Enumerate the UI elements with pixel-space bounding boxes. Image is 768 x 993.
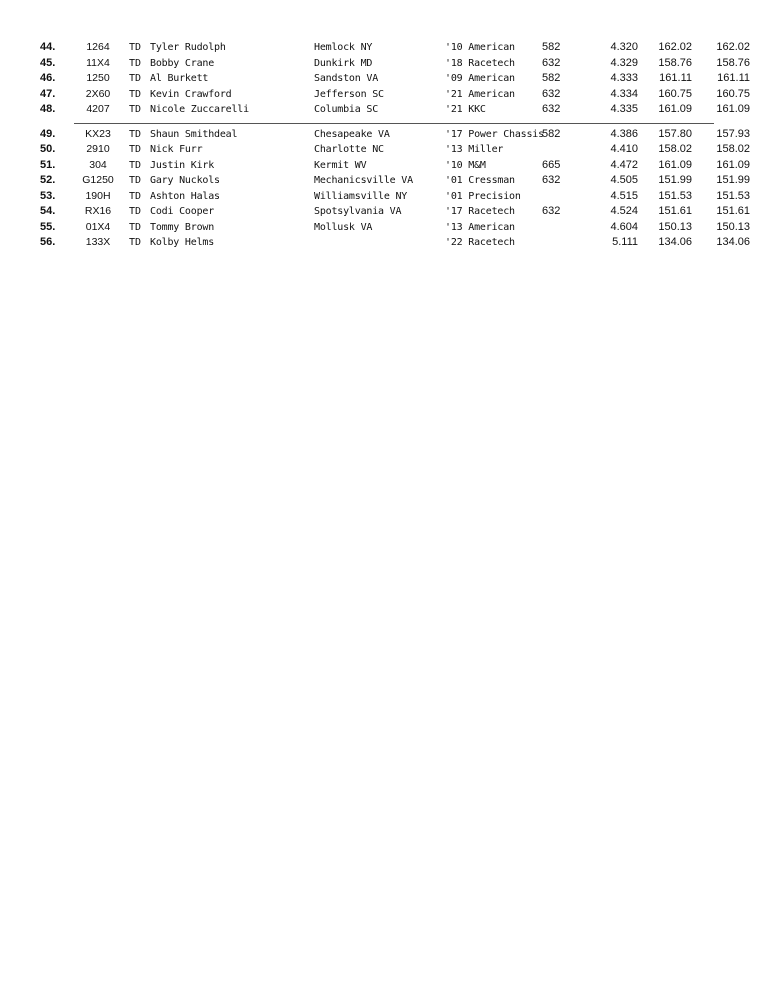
driver-name: Bobby Crane [150,57,215,69]
position: 52. [40,174,56,186]
best-speed-mph: 150.13 [716,220,750,233]
car-number: 304 [89,158,107,171]
car-number: 2910 [86,143,110,155]
elapsed-time: 4.515 [610,189,638,202]
speed-mph: 157.80 [658,127,692,140]
best-speed-mph: 161.09 [716,158,750,171]
speed-mph: 161.11 [659,72,692,84]
speed-mph: 158.76 [658,56,692,69]
result-row [40,204,768,220]
class-code: TD [129,221,142,233]
result-row [40,127,768,143]
position: 56. [40,236,56,248]
speed-mph: 160.75 [658,87,692,100]
position: 46. [40,72,56,84]
driver-name: Shaun Smithdeal [150,128,238,140]
elapsed-time: 4.524 [610,205,638,217]
car-number: 190H [85,189,111,202]
position: 50. [40,143,56,155]
hometown: Dunkirk MD [314,57,373,69]
hometown: Mechanicsville VA [314,175,413,186]
hometown: Williamsville NY [314,190,408,202]
group-divider [74,123,714,124]
elapsed-time: 4.386 [610,127,638,140]
car-number: 1250 [86,72,110,84]
driver-name: Codi Cooper [150,206,215,217]
hometown: Jefferson SC [314,88,384,100]
engine-size: 632 [542,103,561,115]
car-number: G1250 [82,174,114,186]
result-row [40,173,768,189]
driver-name: Kolby Helms [150,237,215,248]
results-group-two [40,127,768,251]
driver-name: Tommy Brown [150,221,215,233]
driver-name: Tyler Rudolph [150,42,226,53]
best-speed-mph: 161.11 [717,72,750,84]
car-number: 4207 [86,103,110,115]
chassis: '17 Racetech [445,206,515,217]
best-speed-mph: 161.09 [716,103,750,115]
class-code: TD [129,42,142,53]
chassis: '18 Racetech [445,57,515,69]
position: 45. [40,56,56,69]
elapsed-time: 4.505 [610,174,638,186]
chassis: '01 Cressman [445,175,515,186]
position: 49. [40,127,56,140]
result-row [40,189,768,205]
speed-mph: 134.06 [658,236,692,248]
chassis: '01 Precision [445,190,521,202]
car-number: 2X60 [85,87,111,100]
elapsed-time: 4.329 [610,56,638,69]
engine-size: 632 [542,87,561,100]
hometown: Columbia SC [314,104,379,115]
driver-name: Al Burkett [150,73,209,84]
driver-name: Gary Nuckols [150,175,220,186]
chassis: '13 Miller [445,144,504,155]
class-code: TD [129,88,142,100]
results-list [40,40,768,251]
chassis: '17 Power Chassis [445,128,544,140]
best-speed-mph: 151.99 [716,174,750,186]
best-speed-mph: 158.76 [716,56,750,69]
elapsed-time: 4.335 [610,103,638,115]
driver-name: Nicole Zuccarelli [150,104,249,115]
chassis: '22 Racetech [445,237,515,248]
car-number: 1264 [86,41,110,53]
result-row [40,102,768,118]
class-code: TD [129,144,142,155]
car-number: 133X [85,236,111,248]
position: 55. [40,220,56,233]
best-speed-mph: 151.61 [716,205,750,217]
elapsed-time: 4.333 [610,72,638,84]
driver-name: Kevin Crawford [150,88,232,100]
speed-mph: 161.09 [658,158,692,171]
hometown: Spotsylvania VA [314,206,402,217]
best-speed-mph: 151.53 [716,189,750,202]
engine-size: 582 [542,72,561,84]
car-number: 01X4 [85,220,111,233]
hometown: Charlotte NC [314,144,384,155]
chassis: '21 American [445,88,515,100]
class-code: TD [129,57,142,69]
position: 47. [40,87,56,100]
hometown: Mollusk VA [314,221,373,233]
chassis: '13 American [445,221,515,233]
result-row [40,87,768,103]
engine-size: 665 [542,158,561,171]
elapsed-time: 4.334 [610,87,638,100]
speed-mph: 151.99 [658,174,692,186]
class-code: TD [129,128,142,140]
result-row [40,235,768,251]
result-row [40,220,768,236]
hometown: Sandston VA [314,73,379,84]
speed-mph: 150.13 [658,220,692,233]
best-speed-mph: 157.93 [716,127,750,140]
class-code: TD [129,206,142,217]
speed-mph: 151.61 [658,205,692,217]
elapsed-time: 4.410 [610,143,638,155]
class-code: TD [129,73,142,84]
hometown: Hemlock NY [314,42,373,53]
position: 44. [40,41,56,53]
elapsed-time: 4.604 [610,220,638,233]
elapsed-time: 4.320 [610,41,638,53]
result-row [40,71,768,87]
hometown: Kermit WV [314,159,367,171]
chassis: '10 M&M [445,159,486,171]
result-row [40,158,768,174]
speed-mph: 162.02 [658,41,692,53]
speed-mph: 158.02 [658,143,692,155]
engine-size: 632 [542,56,561,69]
position: 53. [40,189,56,202]
engine-size: 582 [542,41,561,53]
chassis: '09 American [445,73,515,84]
best-speed-mph: 162.02 [716,41,750,53]
result-row [40,142,768,158]
driver-name: Nick Furr [150,144,203,155]
results-group-one [40,40,768,118]
best-speed-mph: 158.02 [716,143,750,155]
speed-mph: 151.53 [658,189,692,202]
engine-size: 582 [542,127,561,140]
position: 51. [40,158,56,171]
result-row [40,40,768,56]
car-number: 11X4 [86,56,110,69]
driver-name: Ashton Halas [150,190,220,202]
chassis: '21 KKC [445,104,486,115]
elapsed-time: 4.472 [610,158,638,171]
class-code: TD [129,159,142,171]
best-speed-mph: 160.75 [716,87,750,100]
best-speed-mph: 134.06 [716,236,750,248]
class-code: TD [129,190,142,202]
car-number: RX16 [84,205,112,217]
driver-name: Justin Kirk [150,159,215,171]
hometown: Chesapeake VA [314,128,390,140]
result-row [40,56,768,72]
class-code: TD [129,237,142,248]
class-code: TD [129,104,142,115]
elapsed-time: 5.111 [612,236,638,248]
class-code: TD [129,175,142,186]
chassis: '10 American [445,42,515,53]
position: 48. [40,103,56,115]
engine-size: 632 [542,205,561,217]
speed-mph: 161.09 [658,103,692,115]
position: 54. [40,205,56,217]
engine-size: 632 [542,174,561,186]
car-number: KX23 [85,127,111,140]
